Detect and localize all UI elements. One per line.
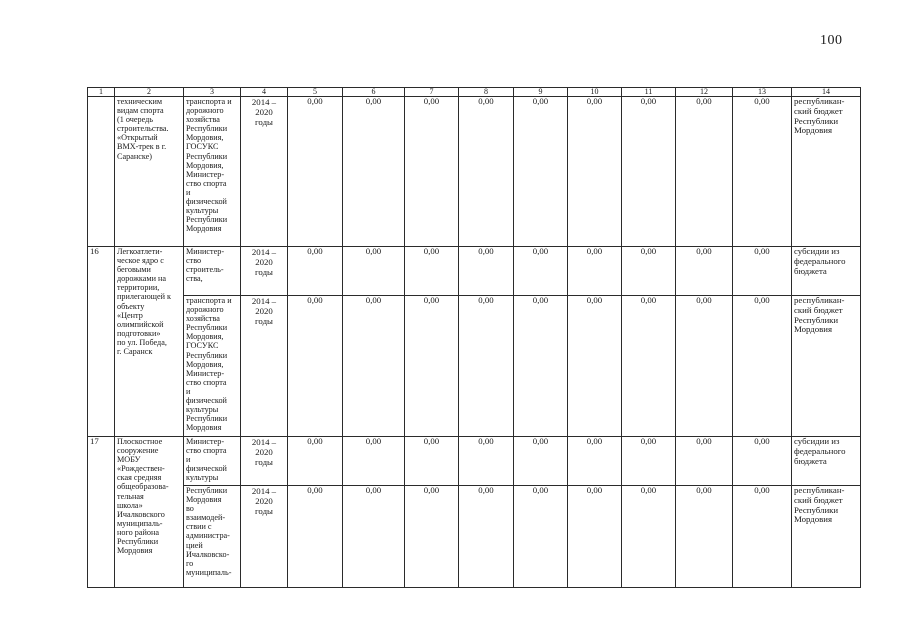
value-cell: 0,00: [622, 486, 676, 588]
column-header: 5: [288, 88, 343, 97]
value-cell: 0,00: [288, 486, 343, 588]
value-cell: 0,00: [459, 296, 514, 437]
column-header: 2: [115, 88, 184, 97]
value-cell: 0,00: [343, 247, 405, 296]
value-cell: 0,00: [676, 247, 733, 296]
funding-source: субсидии из федерального бюджета: [794, 436, 846, 466]
value-cell: 0,00: [622, 247, 676, 296]
executor-text: транспорта и дорожного хозяйства Республики Мордовия, ГОСУКС Республики Мордовия, Министер- ство спорта и физической культуры Республики Мордовия: [186, 97, 232, 234]
value-cell: 0,00: [733, 486, 792, 588]
column-header: 6: [343, 88, 405, 97]
value-cell: 0,00: [622, 97, 676, 247]
value-cell: 0,00: [568, 486, 622, 588]
budget-table: [87, 87, 861, 588]
value-cell: 0,00: [459, 97, 514, 247]
value-cell: 0,00: [343, 97, 405, 247]
value-cell: 0,00: [568, 437, 622, 486]
value-cell: 0,00: [288, 296, 343, 437]
value-cell: 0,00: [568, 247, 622, 296]
column-header: 13: [733, 88, 792, 97]
value-cell: 0,00: [405, 296, 459, 437]
period-cell: 2014 – 2020 годы: [251, 437, 277, 467]
value-cell: 0,00: [622, 296, 676, 437]
value-cell: 0,00: [733, 296, 792, 437]
value-cell: 0,00: [343, 437, 405, 486]
column-header: 9: [514, 88, 568, 97]
value-cell: 0,00: [405, 486, 459, 588]
object-name: техническим видам спорта (1 очередь строительства. «Открытый ВМХ-трек в г. Саранске): [117, 97, 169, 161]
table-row: [88, 247, 861, 296]
object-name: Плоскостное сооружение МОБУ «Рождествен- ская средняя общеобразова- тельная школа» Ичалковского муниципаль- ного района Республики Мордовия: [117, 437, 169, 556]
column-header: 3: [184, 88, 241, 97]
value-cell: 0,00: [288, 437, 343, 486]
value-cell: 0,00: [288, 97, 343, 247]
value-cell: 0,00: [288, 247, 343, 296]
executor-text: транспорта и дорожного хозяйства Республики Мордовия, ГОСУКС Республики Мордовия, Министер- ство спорта и физической культуры Республики Мордовия: [186, 296, 232, 433]
value-cell: 0,00: [459, 486, 514, 588]
value-cell: 0,00: [676, 437, 733, 486]
executor-text: Министер- ство строитель- ства,: [186, 247, 225, 284]
value-cell: 0,00: [733, 97, 792, 247]
value-cell: 0,00: [676, 296, 733, 437]
value-cell: 0,00: [459, 247, 514, 296]
column-header: 8: [459, 88, 514, 97]
value-cell: 0,00: [733, 437, 792, 486]
table-row: [88, 97, 861, 247]
row-number: [88, 97, 115, 247]
header-row: [88, 88, 861, 97]
period-cell: 2014 – 2020 годы: [251, 97, 277, 127]
value-cell: 0,00: [514, 247, 568, 296]
column-header: 7: [405, 88, 459, 97]
value-cell: 0,00: [459, 437, 514, 486]
row-number: 17: [88, 437, 115, 588]
funding-source: субсидии из федерального бюджета: [794, 246, 846, 276]
executor-text: Министер- ство спорта и физической культуры: [186, 437, 227, 483]
column-header: 12: [676, 88, 733, 97]
value-cell: 0,00: [343, 486, 405, 588]
value-cell: 0,00: [514, 437, 568, 486]
value-cell: 0,00: [514, 296, 568, 437]
value-cell: 0,00: [405, 437, 459, 486]
funding-source: республикан- ский бюджет Республики Мордовия: [794, 485, 845, 525]
value-cell: 0,00: [405, 247, 459, 296]
column-header: 11: [622, 88, 676, 97]
value-cell: 0,00: [676, 486, 733, 588]
executor-text: Республики Мордовия во взаимодей- ствии с администра- цией Ичалковско- го муниципаль-: [186, 486, 232, 577]
funding-source: республикан- ский бюджет Республики Мордовия: [794, 96, 845, 136]
value-cell: 0,00: [568, 296, 622, 437]
value-cell: 0,00: [733, 247, 792, 296]
value-cell: 0,00: [343, 296, 405, 437]
column-header: 4: [241, 88, 288, 97]
table-row: [88, 437, 861, 486]
period-cell: 2014 – 2020 годы: [251, 247, 277, 277]
value-cell: 0,00: [676, 97, 733, 247]
table-row: [88, 486, 861, 588]
page-number: 100: [820, 33, 843, 48]
row-number: 16: [88, 247, 115, 437]
column-header: 10: [568, 88, 622, 97]
value-cell: 0,00: [568, 97, 622, 247]
value-cell: 0,00: [405, 97, 459, 247]
value-cell: 0,00: [514, 486, 568, 588]
column-header: 1: [88, 88, 115, 97]
column-header: 14: [792, 88, 861, 97]
value-cell: 0,00: [514, 97, 568, 247]
funding-source: республикан- ский бюджет Республики Мордовия: [794, 295, 845, 335]
value-cell: 0,00: [622, 437, 676, 486]
table-row: [88, 296, 861, 437]
period-cell: 2014 – 2020 годы: [251, 486, 277, 516]
period-cell: 2014 – 2020 годы: [251, 296, 277, 326]
object-name: Легкоатлети- ческое ядро с беговыми дорожками на территории, прилегающей к объекту «Центр олимпийской подготовки» по ул. Победа, г. Саранск: [117, 247, 172, 357]
